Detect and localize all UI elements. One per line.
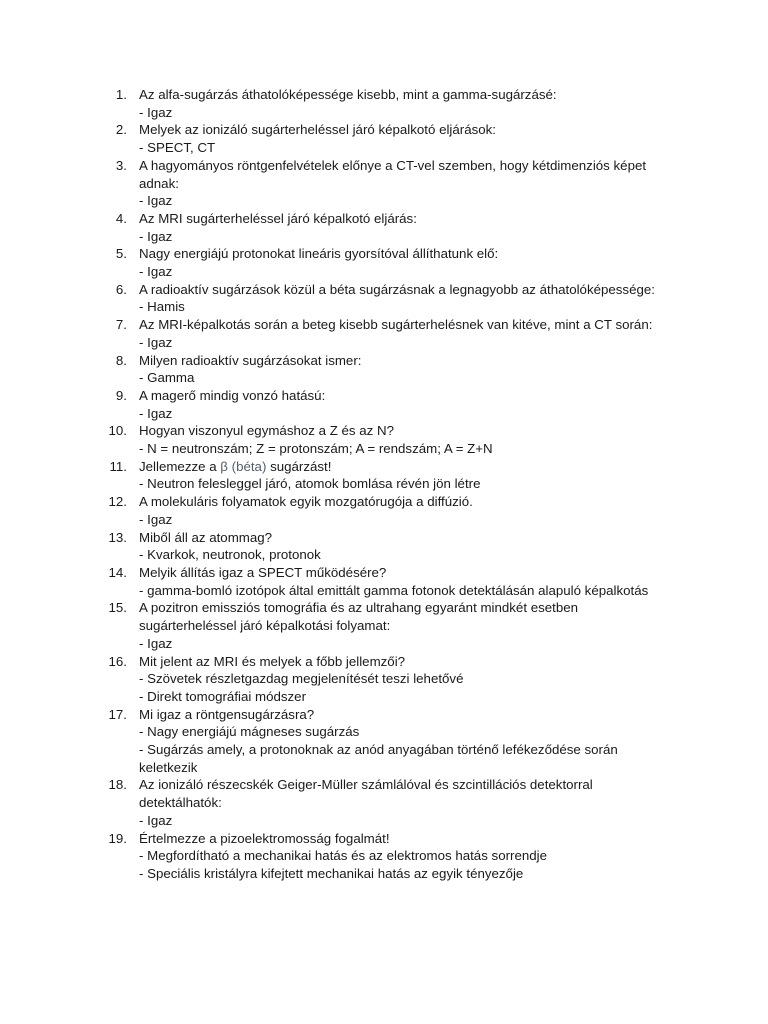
question-text: Az MRI-képalkotás során a beteg kisebb sugárterhelésnek van kitéve, mint a CT során: bbox=[139, 317, 653, 333]
question-item bbox=[0, 529, 768, 564]
question-text: A molekuláris folyamatok egyik mozgatórugója a diffúzió. bbox=[139, 494, 473, 510]
question-item bbox=[0, 245, 768, 280]
question-highlight: β (béta) bbox=[220, 458, 267, 474]
question-item bbox=[0, 281, 768, 316]
question-number: 2. bbox=[115, 122, 127, 138]
answer-line: - Igaz bbox=[139, 812, 173, 828]
question-number: 10. bbox=[108, 423, 127, 439]
question-number: 17. bbox=[108, 706, 127, 722]
answer-line: - gamma-bomló izotópok által emittált gamma fotonok detektálásán alapuló képalkotás bbox=[139, 582, 649, 598]
answer-line: - Igaz bbox=[139, 635, 173, 651]
question-text: Miből áll az atommag? bbox=[139, 529, 273, 545]
question-text: Melyik állítás igaz a SPECT működésére? bbox=[139, 564, 387, 580]
answer-line: - Hamis bbox=[139, 299, 185, 315]
question-number: 7. bbox=[115, 317, 127, 333]
question-item bbox=[0, 776, 768, 829]
question-item bbox=[0, 121, 768, 156]
question-text: Nagy energiájú protonokat lineáris gyorsítóval állíthatunk elő: bbox=[139, 246, 499, 262]
answer-line: - Igaz bbox=[139, 405, 173, 421]
question-item bbox=[0, 157, 768, 210]
answer-line: - Igaz bbox=[139, 228, 173, 244]
question-number: 12. bbox=[108, 494, 127, 510]
answer-line: - Sugárzás amely, a protonoknak az anód anyagában történő lefékeződése során keletkezik bbox=[139, 742, 618, 775]
question-item bbox=[0, 86, 768, 121]
question-item bbox=[0, 599, 768, 652]
question-item bbox=[0, 493, 768, 528]
question-number: 13. bbox=[108, 529, 127, 545]
answer-line: - Igaz bbox=[139, 193, 173, 209]
question-text: Mit jelent az MRI és melyek a főbb jellemzői? bbox=[139, 653, 406, 669]
answer-line: - Igaz bbox=[139, 334, 173, 350]
answer-line: - Igaz bbox=[139, 104, 173, 120]
question-text bbox=[139, 458, 660, 476]
question-list bbox=[0, 86, 768, 883]
question-text: Hogyan viszonyul egymáshoz a Z és az N? bbox=[139, 423, 394, 439]
question-number: 5. bbox=[115, 246, 127, 262]
answer-line: - Megfordítható a mechanikai hatás és az elektromos hatás sorrendje bbox=[139, 848, 547, 864]
answer-line: - Nagy energiájú mágneses sugárzás bbox=[139, 724, 360, 740]
question-text: Milyen radioaktív sugárzásokat ismer: bbox=[139, 352, 362, 368]
answer-line: - Neutron felesleggel járó, atomok bomlása révén jön létre bbox=[139, 476, 481, 492]
answer-line: - Direkt tomográfiai módszer bbox=[139, 688, 306, 704]
question-item bbox=[0, 422, 768, 457]
answer-line: - Igaz bbox=[139, 511, 173, 527]
question-item bbox=[0, 387, 768, 422]
question-text: Az alfa-sugárzás áthatolóképessége kisebb, mint a gamma-sugárzásé: bbox=[139, 87, 557, 102]
question-text: A pozitron emissziós tomográfia és az ultrahang egyaránt mindkét esetben sugárterheléssel járó képalkotási folyamat: bbox=[139, 600, 579, 634]
question-text: Értelmezze a pizoelektromosság fogalmát! bbox=[139, 830, 390, 846]
question-number: 19. bbox=[108, 830, 127, 846]
question-text: A magerő mindig vonzó hatású: bbox=[139, 387, 326, 403]
question-item bbox=[0, 352, 768, 387]
question-text-part: Jellemezze a bbox=[139, 458, 221, 474]
question-text: A hagyományos röntgenfelvételek előnye a CT-vel szemben, hogy kétdimenziós képet adnak: bbox=[139, 157, 647, 191]
question-item bbox=[0, 706, 768, 777]
answer-line: - Kvarkok, neutronok, protonok bbox=[139, 547, 321, 563]
answer-line: - Szövetek részletgazdag megjelenítését teszi lehetővé bbox=[139, 671, 464, 687]
question-number: 16. bbox=[108, 653, 127, 669]
question-item bbox=[0, 830, 768, 883]
question-text: Mi igaz a röntgensugárzásra? bbox=[139, 706, 315, 722]
answer-line: - SPECT, CT bbox=[139, 140, 216, 156]
question-number: 9. bbox=[115, 387, 127, 403]
question-number: 3. bbox=[115, 157, 127, 173]
question-text: A radioaktív sugárzások közül a béta sugárzásnak a legnagyobb az áthatolóképessége: bbox=[139, 281, 655, 297]
question-text: Melyek az ionizáló sugárterheléssel járó képalkotó eljárások: bbox=[139, 122, 496, 138]
question-number: 4. bbox=[115, 210, 127, 226]
question-text: Az ionizáló részecskék Geiger-Müller számlálóval és szcintillációs detektorral detektálhatók: bbox=[139, 777, 593, 811]
question-number: 6. bbox=[115, 281, 127, 297]
question-text: Az MRI sugárterheléssel járó képalkotó eljárás: bbox=[139, 210, 417, 226]
answer-line: - Gamma bbox=[139, 370, 195, 386]
question-item bbox=[0, 653, 768, 706]
question-item bbox=[0, 458, 768, 493]
answer-line: - N = neutronszám; Z = protonszám; A = rendszám; A = Z+N bbox=[139, 441, 493, 457]
question-item bbox=[0, 210, 768, 245]
question-number: 8. bbox=[115, 352, 127, 368]
answer-line: - Speciális kristályra kifejtett mechanikai hatás az egyik tényezője bbox=[139, 865, 524, 881]
question-number: 11. bbox=[109, 458, 127, 474]
question-number: 18. bbox=[108, 777, 127, 793]
question-number: 15. bbox=[108, 600, 127, 616]
question-item bbox=[0, 316, 768, 351]
answer-line: - Igaz bbox=[139, 264, 173, 280]
question-number: 14. bbox=[108, 564, 127, 580]
question-item bbox=[0, 564, 768, 599]
question-text-part: sugárzást! bbox=[266, 458, 332, 474]
question-number: 1. bbox=[115, 87, 127, 102]
